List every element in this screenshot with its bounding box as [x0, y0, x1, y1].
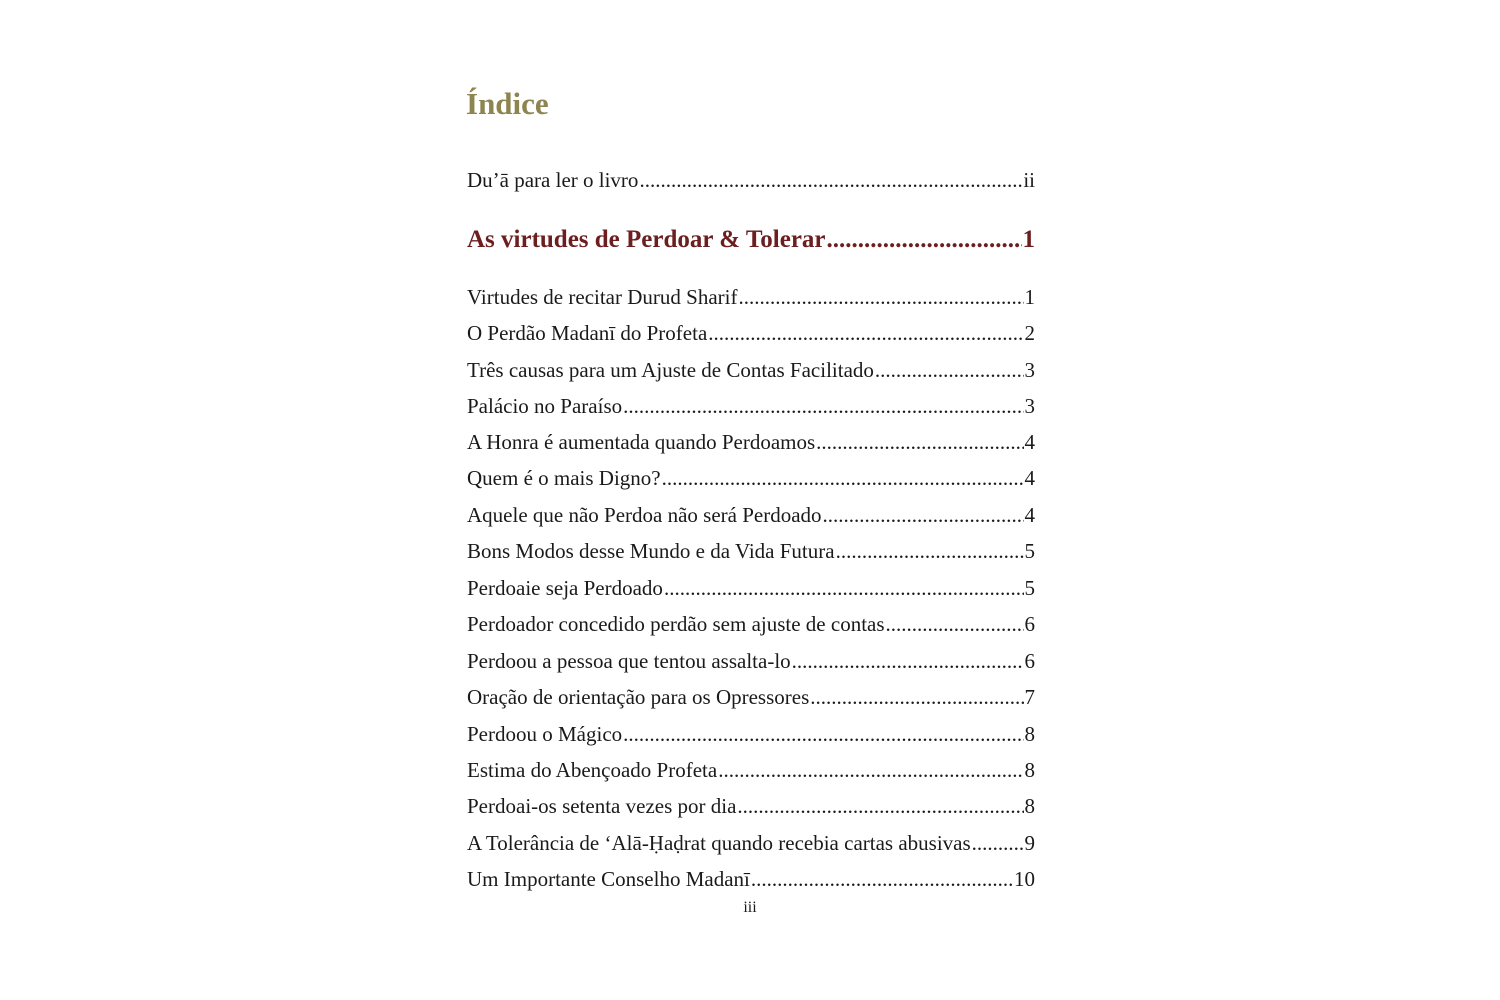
toc-entry[interactable] — [467, 283, 1035, 311]
toc-entry[interactable] — [467, 166, 1035, 194]
toc-entry-page-number: 1 — [1024, 285, 1035, 309]
toc-entry[interactable] — [467, 464, 1035, 492]
toc-entry-label: Perdoou a pessoa que tentou assalta-lo — [467, 649, 791, 673]
toc-entry-label: A Tolerância de ‘Alā-Ḥaḍrat quando recebia cartas abusivas — [467, 831, 971, 855]
toc-chapter-entry[interactable] — [467, 224, 1035, 256]
dot-leader — [886, 610, 1024, 638]
toc-entry-label: Bons Modos desse Mundo e da Vida Futura — [467, 539, 835, 563]
toc-entry[interactable] — [467, 829, 1035, 857]
dot-leader — [972, 829, 1024, 857]
dot-leader — [718, 756, 1023, 784]
toc-entry-label: Perdoaie seja Perdoado — [467, 576, 663, 600]
toc-entry-label: Oração de orientação para os Opressores — [467, 685, 810, 709]
dot-leader — [792, 647, 1024, 675]
toc-entry-label: As virtudes de Perdoar & Tolerar — [467, 226, 826, 253]
toc-entry-page-number: 7 — [1024, 685, 1035, 709]
dot-leader — [738, 283, 1023, 311]
toc-entry[interactable] — [467, 720, 1035, 748]
toc-entry-label: Palácio no Paraíso — [467, 394, 623, 418]
toc-entry[interactable] — [467, 756, 1035, 784]
dot-leader — [875, 356, 1024, 384]
toc-entry-page-number: 3 — [1024, 358, 1035, 382]
toc-entry-page-number: 6 — [1024, 612, 1035, 636]
toc-entry[interactable] — [467, 683, 1035, 711]
page-folio: iii — [743, 899, 757, 916]
toc-entry-page-number: 8 — [1024, 794, 1035, 818]
dot-leader — [751, 865, 1013, 893]
dot-leader — [823, 501, 1024, 529]
toc-entry[interactable] — [467, 865, 1035, 893]
toc-entry-page-number: 9 — [1024, 831, 1035, 855]
dot-leader — [816, 428, 1023, 456]
toc-entry[interactable] — [467, 428, 1035, 456]
toc-entry[interactable] — [467, 647, 1035, 675]
dot-leader — [836, 537, 1024, 565]
toc-entry-label: Perdoou o Mágico — [467, 722, 623, 746]
toc-entry-page-number: 2 — [1024, 321, 1035, 345]
dot-leader — [662, 464, 1024, 492]
toc-entry-label: Estima do Abençoado Profeta — [467, 758, 718, 782]
toc-entry-label: Perdoador concedido perdão sem ajuste de contas — [467, 612, 885, 636]
dot-leader — [827, 224, 1022, 256]
toc-entry-label: Du’ā para ler o livro — [467, 168, 639, 192]
toc-entry-label: Virtudes de recitar Durud Sharif — [467, 285, 738, 309]
toc-entry-label: Aquele que não Perdoa não será Perdoado — [467, 503, 822, 527]
dot-leader — [623, 392, 1023, 420]
toc-entry-page-number: 8 — [1024, 758, 1035, 782]
toc-entry-label: A Honra é aumentada quando Perdoamos — [467, 430, 816, 454]
toc-entry-label: O Perdão Madanī do Profeta — [467, 321, 708, 345]
toc-entry[interactable] — [467, 574, 1035, 602]
dot-leader — [623, 720, 1023, 748]
dot-leader — [664, 574, 1024, 602]
dot-leader — [708, 319, 1023, 347]
toc-entry[interactable] — [467, 356, 1035, 384]
toc-entry-page-number: 8 — [1024, 722, 1035, 746]
dot-leader — [737, 792, 1023, 820]
toc-entry-page-number: 4 — [1024, 466, 1035, 490]
dot-leader — [639, 166, 1022, 194]
toc-entry-page-number: 10 — [1014, 867, 1035, 891]
toc-entry[interactable] — [467, 319, 1035, 347]
toc-entry-page-number: 6 — [1024, 649, 1035, 673]
toc-entry-page-number: 4 — [1024, 430, 1035, 454]
toc-entry-label: Três causas para um Ajuste de Contas Facilitado — [467, 358, 874, 382]
toc-title: Índice — [466, 86, 549, 121]
toc-entry-page-number: 1 — [1022, 226, 1035, 253]
toc-entry[interactable] — [467, 792, 1035, 820]
toc-entry-page-number: 4 — [1024, 503, 1035, 527]
toc-entry-page-number: 5 — [1024, 539, 1035, 563]
toc-entry[interactable] — [467, 610, 1035, 638]
toc-entry[interactable] — [467, 392, 1035, 420]
toc-entry[interactable] — [467, 537, 1035, 565]
dot-leader — [810, 683, 1023, 711]
toc-entry[interactable] — [467, 501, 1035, 529]
toc-entry-page-number: 5 — [1024, 576, 1035, 600]
toc-entry-page-number: 3 — [1024, 394, 1035, 418]
toc-entry-label: Perdoai-os setenta vezes por dia — [467, 794, 737, 818]
toc-entry-label: Quem é o mais Digno? — [467, 466, 661, 490]
toc-entry-label: Um Importante Conselho Madanī — [467, 867, 750, 891]
toc-entry-page-number: ii — [1023, 168, 1035, 192]
